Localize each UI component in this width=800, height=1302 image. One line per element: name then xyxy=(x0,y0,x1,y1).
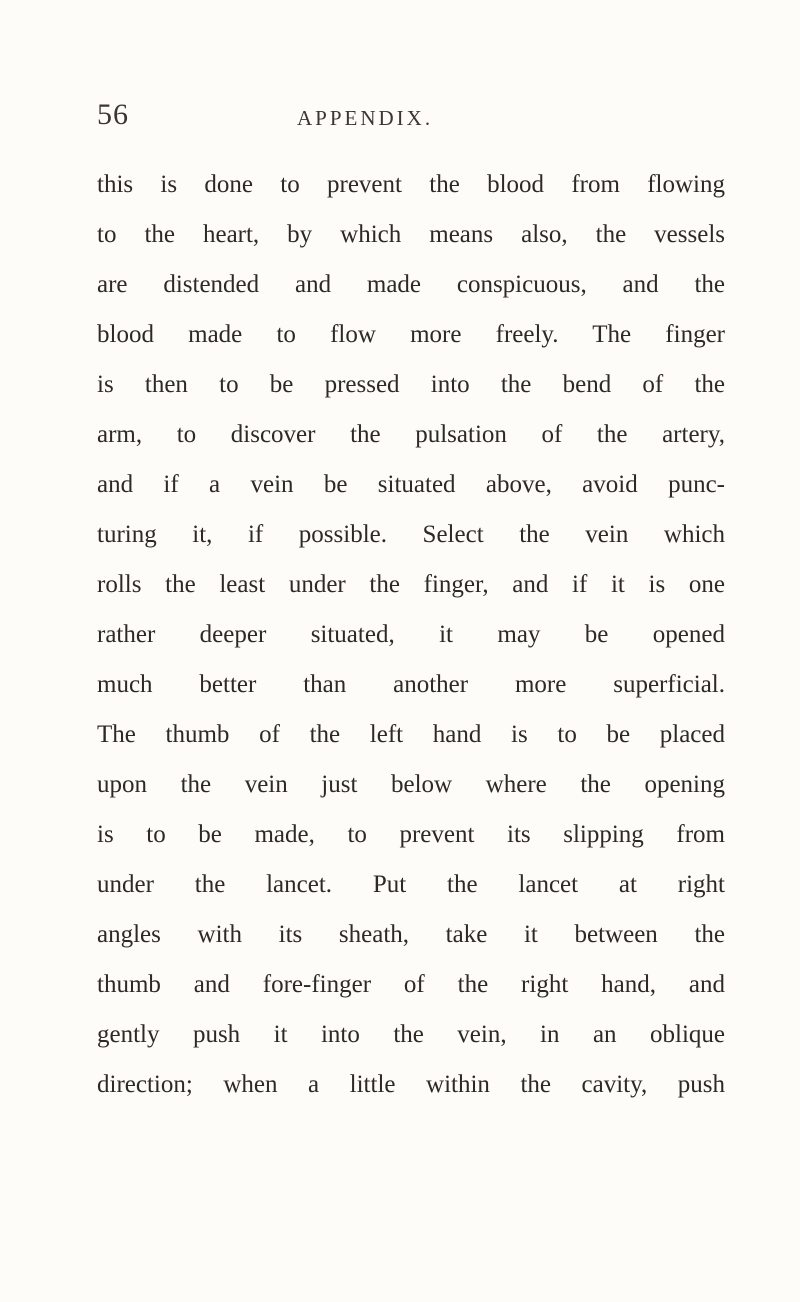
text-line: direction; when a little within the cavity, push xyxy=(97,1071,725,1098)
running-head: APPENDIX. xyxy=(297,106,434,130)
text-line: is to be made, to prevent its slipping from xyxy=(97,821,725,848)
text-line: under the lancet. Put the lancet at right xyxy=(97,871,725,898)
text-line: thumb and fore-finger of the right hand, and xyxy=(97,971,725,998)
text-line: are distended and made conspicuous, and the xyxy=(97,271,725,298)
text-line: and if a vein be situated above, avoid punc- xyxy=(97,471,725,498)
text-line: upon the vein just below where the opening xyxy=(97,771,725,798)
text-line: blood made to flow more freely. The finger xyxy=(97,321,725,348)
text-line: is then to be pressed into the bend of the xyxy=(97,371,725,398)
text-line: to the heart, by which means also, the vessels xyxy=(97,221,725,248)
text-line: turing it, if possible. Select the vein which xyxy=(97,521,725,548)
body-text xyxy=(97,160,725,1110)
text-line: rolls the least under the finger, and if it is one xyxy=(97,571,725,598)
text-line: this is done to prevent the blood from flowing xyxy=(97,171,725,198)
page-number: 56 xyxy=(97,98,129,131)
text-line: much better than another more superficial. xyxy=(97,671,725,698)
text-line: angles with its sheath, take it between the xyxy=(97,921,725,948)
text-line: gently push it into the vein, in an oblique xyxy=(97,1021,725,1048)
text-line: The thumb of the left hand is to be placed xyxy=(97,721,725,748)
page-header xyxy=(97,98,737,138)
text-line: rather deeper situated, it may be opened xyxy=(97,621,725,648)
text-line: arm, to discover the pulsation of the artery, xyxy=(97,421,725,448)
